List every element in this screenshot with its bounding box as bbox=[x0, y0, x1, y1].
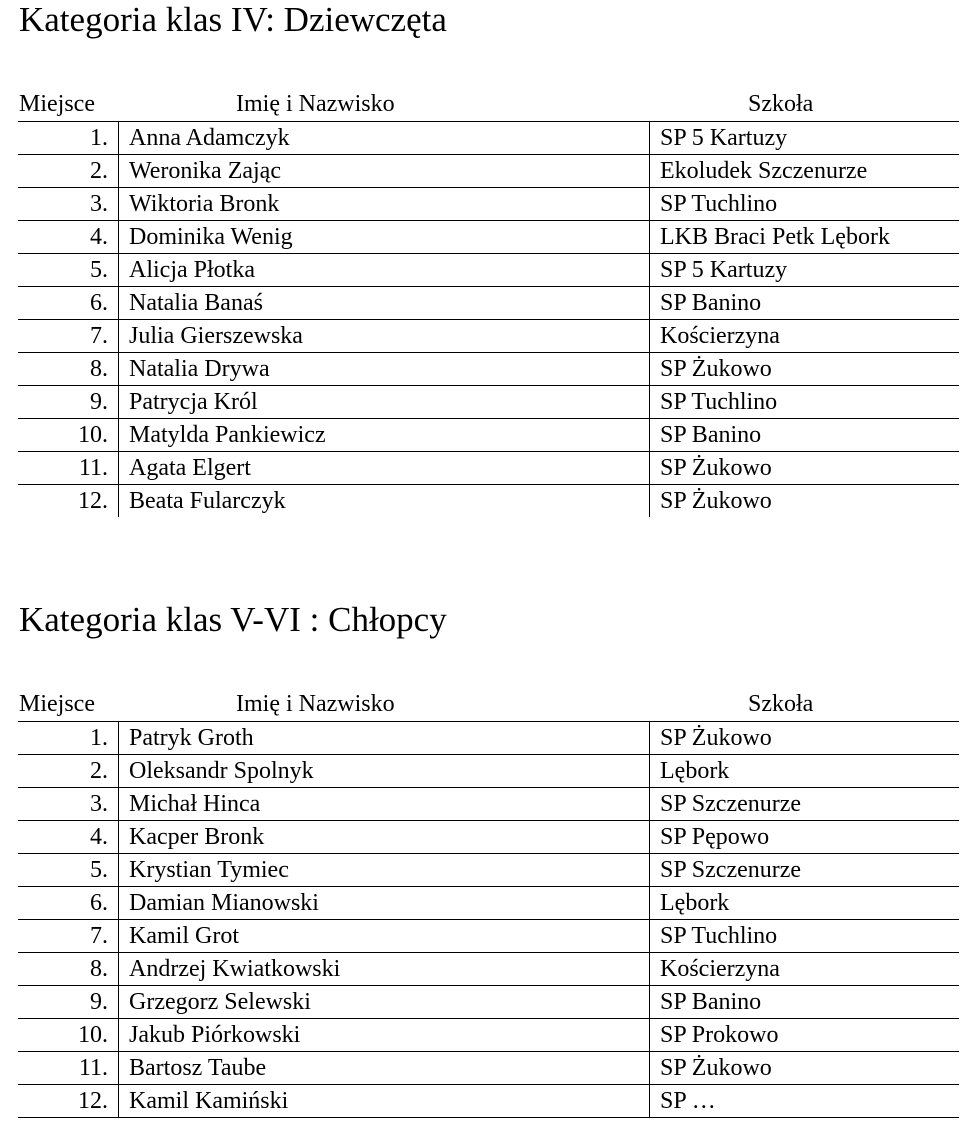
name-cell: Alicja Płotka bbox=[119, 254, 650, 287]
school-cell: Kościerzyna bbox=[650, 953, 960, 986]
name-cell: Julia Gierszewska bbox=[119, 320, 650, 353]
name-cell: Michał Hinca bbox=[119, 788, 650, 821]
table-row bbox=[18, 986, 959, 1019]
school-cell: SP Tuchlino bbox=[650, 188, 960, 221]
table-row bbox=[18, 287, 959, 320]
place-cell: 7. bbox=[18, 320, 119, 353]
name-cell: Damian Mianowski bbox=[119, 887, 650, 920]
place-cell: 5. bbox=[18, 254, 119, 287]
place-cell: 12. bbox=[18, 1085, 119, 1118]
school-cell: SP Żukowo bbox=[650, 452, 960, 485]
name-cell: Dominika Wenig bbox=[119, 221, 650, 254]
school-cell: SP Tuchlino bbox=[650, 386, 960, 419]
name-cell: Andrzej Kwiatkowski bbox=[119, 953, 650, 986]
column-header-name: Imię i Nazwisko bbox=[236, 91, 395, 117]
column-header-name: Imię i Nazwisko bbox=[236, 691, 395, 717]
place-cell: 12. bbox=[18, 485, 119, 518]
section-title: Kategoria klas IV: Dziewczęta bbox=[19, 0, 447, 39]
place-cell: 3. bbox=[18, 788, 119, 821]
name-cell: Natalia Banaś bbox=[119, 287, 650, 320]
table-row bbox=[18, 155, 959, 188]
name-cell: Natalia Drywa bbox=[119, 353, 650, 386]
name-cell: Bartosz Taube bbox=[119, 1052, 650, 1085]
school-cell: SP Banino bbox=[650, 287, 960, 320]
school-cell: Kościerzyna bbox=[650, 320, 960, 353]
table-row bbox=[18, 485, 959, 518]
place-cell: 4. bbox=[18, 821, 119, 854]
name-cell: Agata Elgert bbox=[119, 452, 650, 485]
school-cell: SP 5 Kartuzy bbox=[650, 122, 960, 155]
place-cell: 9. bbox=[18, 386, 119, 419]
place-cell: 8. bbox=[18, 353, 119, 386]
name-cell: Matylda Pankiewicz bbox=[119, 419, 650, 452]
table-row bbox=[18, 1019, 959, 1052]
name-cell: Wiktoria Bronk bbox=[119, 188, 650, 221]
name-cell: Weronika Zając bbox=[119, 155, 650, 188]
school-cell: SP Tuchlino bbox=[650, 920, 960, 953]
name-cell: Kamil Grot bbox=[119, 920, 650, 953]
name-cell: Oleksandr Spolnyk bbox=[119, 755, 650, 788]
school-cell: SP Prokowo bbox=[650, 1019, 960, 1052]
school-cell: SP 5 Kartuzy bbox=[650, 254, 960, 287]
table-row bbox=[18, 386, 959, 419]
place-cell: 10. bbox=[18, 419, 119, 452]
column-header-school: Szkoła bbox=[748, 91, 814, 117]
place-cell: 6. bbox=[18, 287, 119, 320]
school-cell: Ekoludek Szczenurze bbox=[650, 155, 960, 188]
table-row bbox=[18, 1085, 959, 1118]
place-cell: 11. bbox=[18, 452, 119, 485]
place-cell: 2. bbox=[18, 755, 119, 788]
school-cell: LKB Braci Petk Lębork bbox=[650, 221, 960, 254]
table-row bbox=[18, 788, 959, 821]
table-row bbox=[18, 920, 959, 953]
column-header-place: Miejsce bbox=[19, 691, 95, 717]
school-cell: SP … bbox=[650, 1085, 960, 1118]
table-row bbox=[18, 887, 959, 920]
table-row bbox=[18, 755, 959, 788]
name-cell: Patrycja Król bbox=[119, 386, 650, 419]
table-row bbox=[18, 221, 959, 254]
name-cell: Patryk Groth bbox=[119, 722, 650, 755]
name-cell: Krystian Tymiec bbox=[119, 854, 650, 887]
column-header-school: Szkoła bbox=[748, 691, 814, 717]
name-cell: Anna Adamczyk bbox=[119, 122, 650, 155]
school-cell: Lębork bbox=[650, 755, 960, 788]
school-cell: SP Żukowo bbox=[650, 485, 960, 518]
school-cell: SP Żukowo bbox=[650, 353, 960, 386]
school-cell: SP Banino bbox=[650, 986, 960, 1019]
table-row bbox=[18, 188, 959, 221]
place-cell: 3. bbox=[18, 188, 119, 221]
column-header-place: Miejsce bbox=[19, 91, 95, 117]
place-cell: 2. bbox=[18, 155, 119, 188]
place-cell: 8. bbox=[18, 953, 119, 986]
place-cell: 7. bbox=[18, 920, 119, 953]
table-row bbox=[18, 821, 959, 854]
table-row bbox=[18, 854, 959, 887]
place-cell: 1. bbox=[18, 122, 119, 155]
place-cell: 5. bbox=[18, 854, 119, 887]
school-cell: SP Żukowo bbox=[650, 722, 960, 755]
name-cell: Beata Fularczyk bbox=[119, 485, 650, 518]
school-cell: Lębork bbox=[650, 887, 960, 920]
results-table bbox=[18, 121, 959, 517]
name-cell: Grzegorz Selewski bbox=[119, 986, 650, 1019]
place-cell: 10. bbox=[18, 1019, 119, 1052]
name-cell: Kamil Kamiński bbox=[119, 1085, 650, 1118]
table-row bbox=[18, 953, 959, 986]
place-cell: 4. bbox=[18, 221, 119, 254]
school-cell: SP Szczenurze bbox=[650, 854, 960, 887]
section-title: Kategoria klas V-VI : Chłopcy bbox=[19, 600, 447, 639]
table-row bbox=[18, 254, 959, 287]
place-cell: 9. bbox=[18, 986, 119, 1019]
school-cell: SP Pępowo bbox=[650, 821, 960, 854]
table-row bbox=[18, 452, 959, 485]
place-cell: 1. bbox=[18, 722, 119, 755]
table-row bbox=[18, 320, 959, 353]
place-cell: 11. bbox=[18, 1052, 119, 1085]
table-row bbox=[18, 353, 959, 386]
school-cell: SP Szczenurze bbox=[650, 788, 960, 821]
table-row bbox=[18, 722, 959, 755]
results-table bbox=[18, 721, 959, 1118]
table-row bbox=[18, 1052, 959, 1085]
school-cell: SP Żukowo bbox=[650, 1052, 960, 1085]
name-cell: Kacper Bronk bbox=[119, 821, 650, 854]
name-cell: Jakub Piórkowski bbox=[119, 1019, 650, 1052]
table-row bbox=[18, 122, 959, 155]
table-row bbox=[18, 419, 959, 452]
school-cell: SP Banino bbox=[650, 419, 960, 452]
place-cell: 6. bbox=[18, 887, 119, 920]
